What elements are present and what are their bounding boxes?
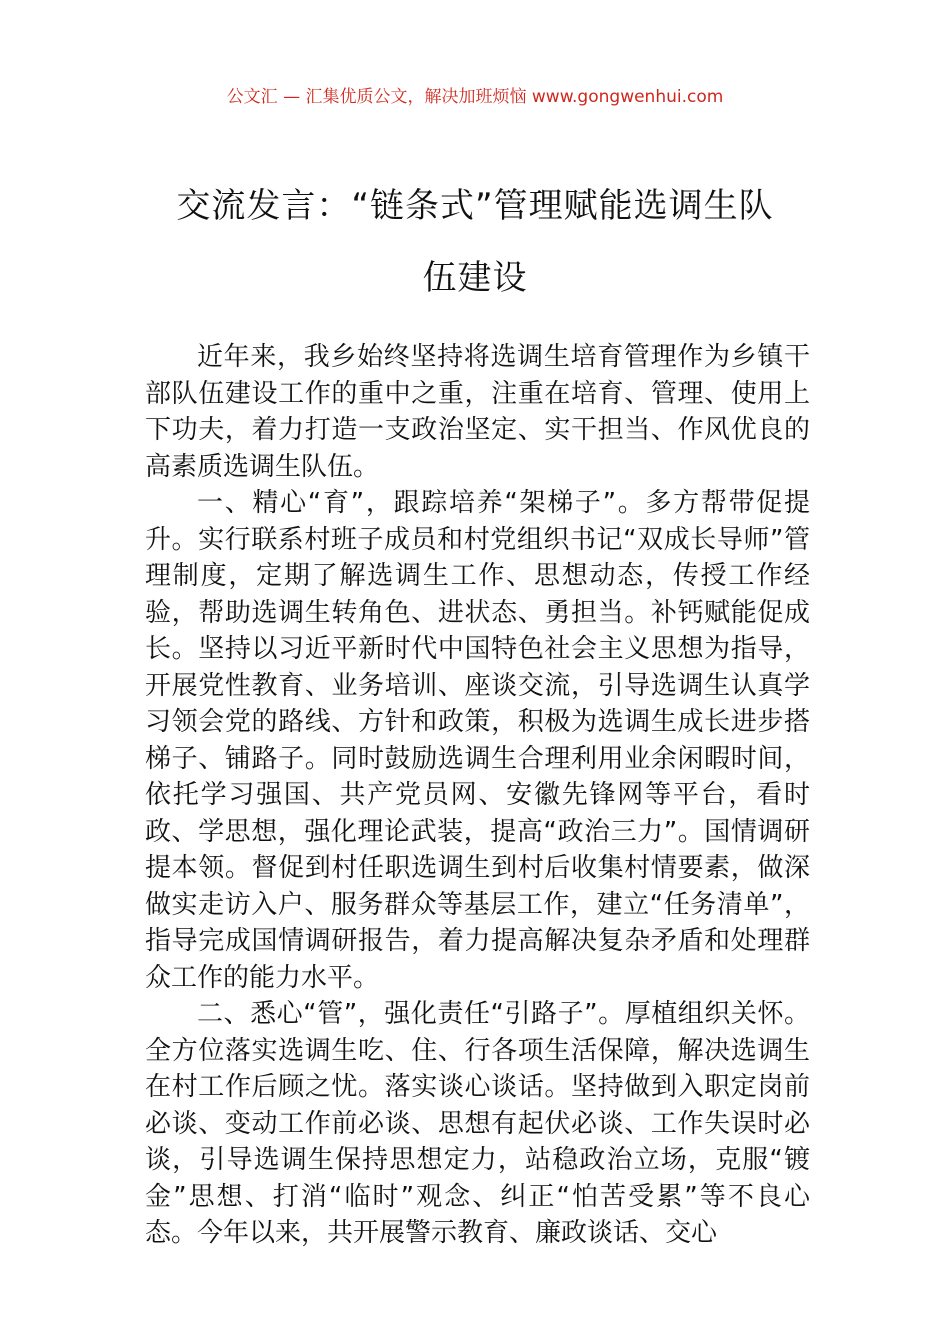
document-title bbox=[60, 170, 890, 314]
paragraph-section-2: 二、悉心“管”，强化责任“引路子”。厚植组织关怀。全方位落实选调生吃、住、行各项生活保障，解决选调生在村工作后顾之忧。落实谈心谈话。坚持做到入职定岗前必谈、变动工作前必谈、思想有起伏必谈、工作失误时必谈，引导选调生保持思想定力，站稳政治立场，克服“镀金”思想、打消“临时”观念、纠正“怕苦受累”等不良心态。今年以来，共开展警示教育、廉政谈话、交心 bbox=[145, 999, 810, 1248]
paragraph-section-1: 一、精心“育”，跟踪培养“架梯子”。多方帮带促提升。实行联系村班子成员和村党组织书记“双成长导师”管理制度，定期了解选调生工作、思想动态，传授工作经验，帮助选调生转角色、进状态、勇担当。补钙赋能促成长。坚持以习近平新时代中国特色社会主义思想为指导，开展党性教育、业务培训、座谈交流，引导选调生认真学习领会党的路线、方针和政策，积极为选调生成长进步搭梯子、铺路子。同时鼓励选调生合理利用业余闲暇时间，依托学习强国、共产党员网、安徽先锋网等平台，看时政、学思想，强化理论武装，提高“政治三力”。国情调研提本领。督促到村任职选调生到村后收集村情要素，做深做实走访入户、服务群众等基层工作，建立“任务清单”，指导完成国情调研报告，着力提高解决复杂矛盾和处理群众工作的能力水平。 bbox=[145, 488, 810, 993]
title-line-1: 交流发言：“链条式”管理赋能选调生队 bbox=[176, 186, 774, 226]
header-banner: 公文汇 — 汇集优质公文，解决加班烦恼 www.gongwenhui.com bbox=[226, 87, 724, 107]
title-line-2: 伍建设 bbox=[422, 258, 528, 298]
document-body bbox=[145, 339, 810, 1252]
paragraph-intro: 近年来，我乡始终坚持将选调生培育管理作为乡镇干部队伍建设工作的重中之重，注重在培育、管理、使用上下功夫，着力打造一支政治坚定、实干担当、作风优良的高素质选调生队伍。 bbox=[145, 342, 810, 482]
